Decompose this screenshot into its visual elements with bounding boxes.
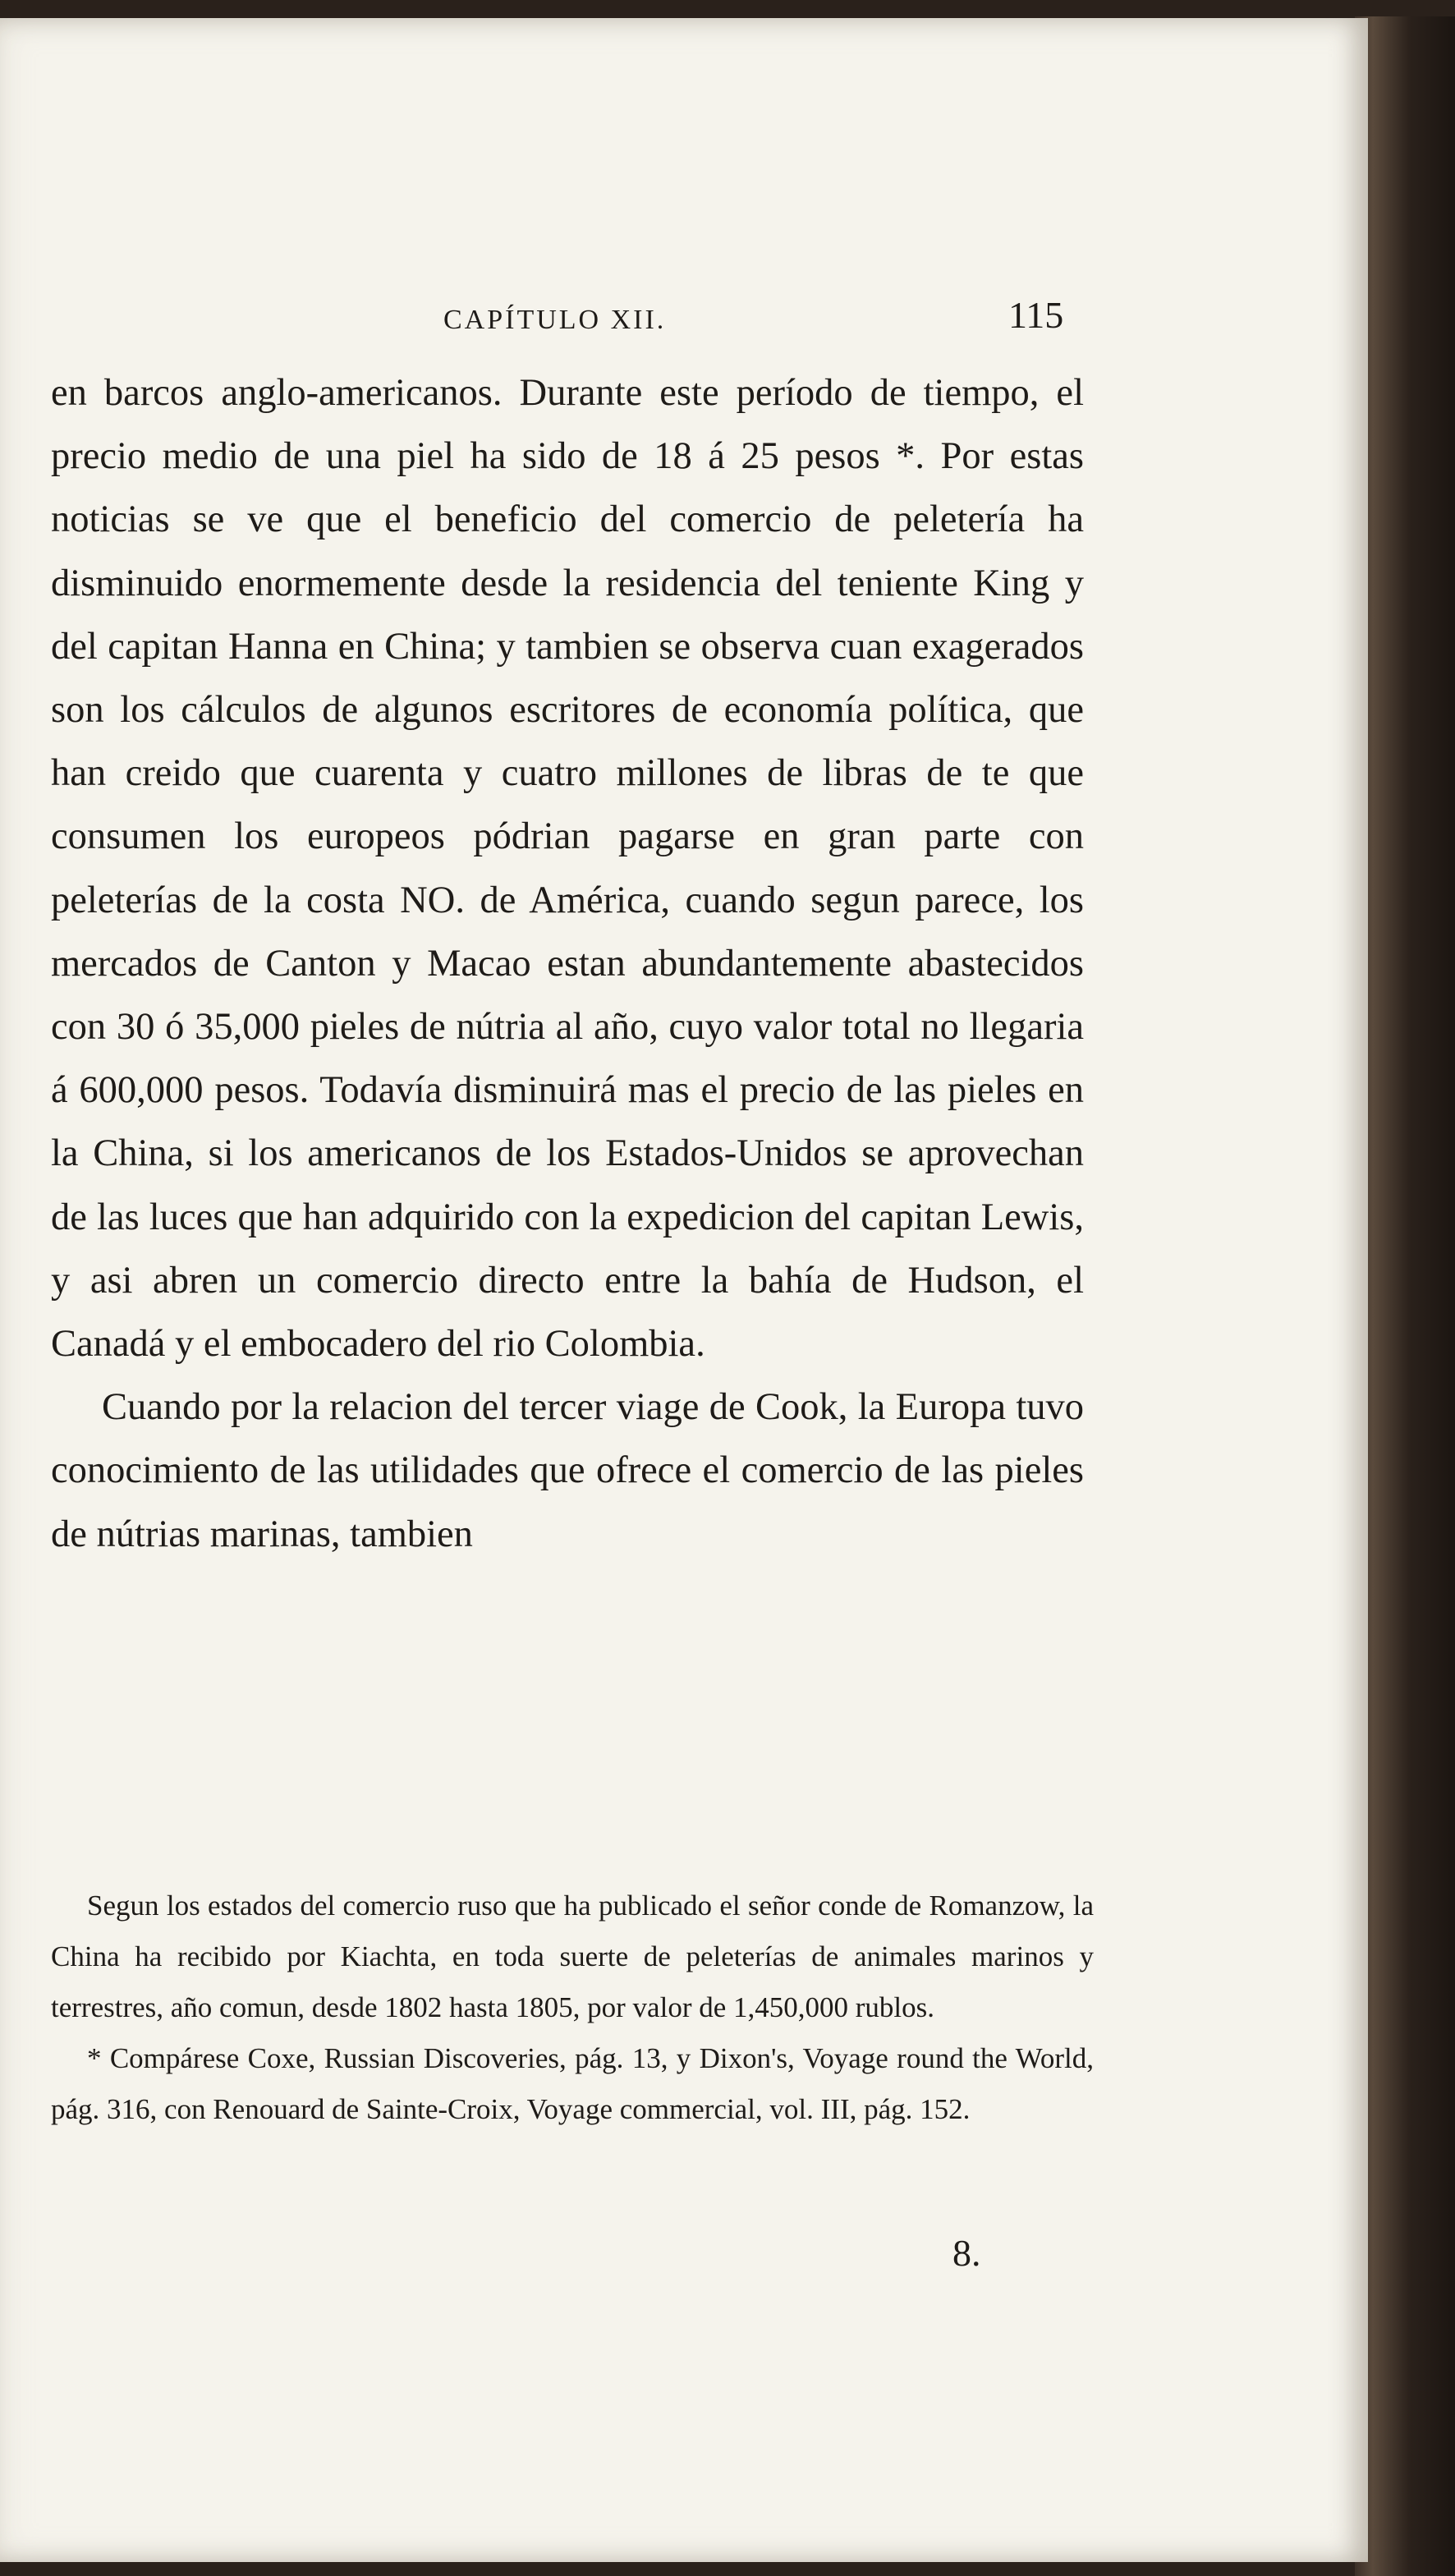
- page-number: 115: [1008, 294, 1064, 336]
- chapter-heading: CAPÍTULO XII.: [443, 305, 667, 335]
- footnotes: [51, 1880, 1094, 2135]
- running-head: [0, 293, 1368, 342]
- footnote-2: * Compárese Coxe, Russian Discoveries, pág. 13, y Dixon's, Voyage round the World, pág. 316, con Renouard de Sainte-Croix, Voyage commercial, vol. III, pág. 152.: [51, 2042, 1094, 2125]
- body-text: [51, 361, 1084, 1566]
- paragraph-2: Cuando por la relacion del tercer viage de Cook, la Europa tuvo conocimiento de las utilidades que ofrece el comercio de las pieles de nútrias marinas, tambien: [51, 1386, 1084, 1555]
- signature-mark: 8.: [952, 2232, 981, 2274]
- book-binding-edge: [1355, 16, 1455, 2576]
- footnote-1: Segun los estados del comercio ruso que ha publicado el señor conde de Romanzow, la China ha recibido por Kiachta, en toda suerte de peleterías de animales marinos y terrestres, año comun, desde 1802 hasta 1805, por valor de 1,450,000 rublos.: [51, 1890, 1094, 2023]
- book-page: [0, 18, 1368, 2562]
- paragraph-1: en barcos anglo-americanos. Durante este período de tiempo, el precio medio de una piel ha sido de 18 á 25 pesos *. Por estas noticias se ve que el beneficio del comercio de peletería ha disminuido enormemente desde la residencia del teniente King y del capitan Hanna en China; y tambien se observa cuan exagerados son los cálculos de algunos escritores de economía política, que han creido que cuarenta y cuatro millones de libras de te que consumen los europeos pódrian pagarse en gran parte con peleterías de la costa NO. de América, cuando segun parece, los mercados de Canton y Macao estan abundantemente abastecidos con 30 ó 35,000 pieles de nútria al año, cuyo valor total no llegaria á 600,000 pesos. Todavía disminuirá mas el precio de las pieles en la China, si los americanos de los Estados-Unidos se aprovechan de las luces que han adquirido con la expedicion del capitan Lewis, y asi abren un comercio directo entre la bahía de Hudson, el Canadá y el embocadero del rio Colombia.: [51, 372, 1084, 1366]
